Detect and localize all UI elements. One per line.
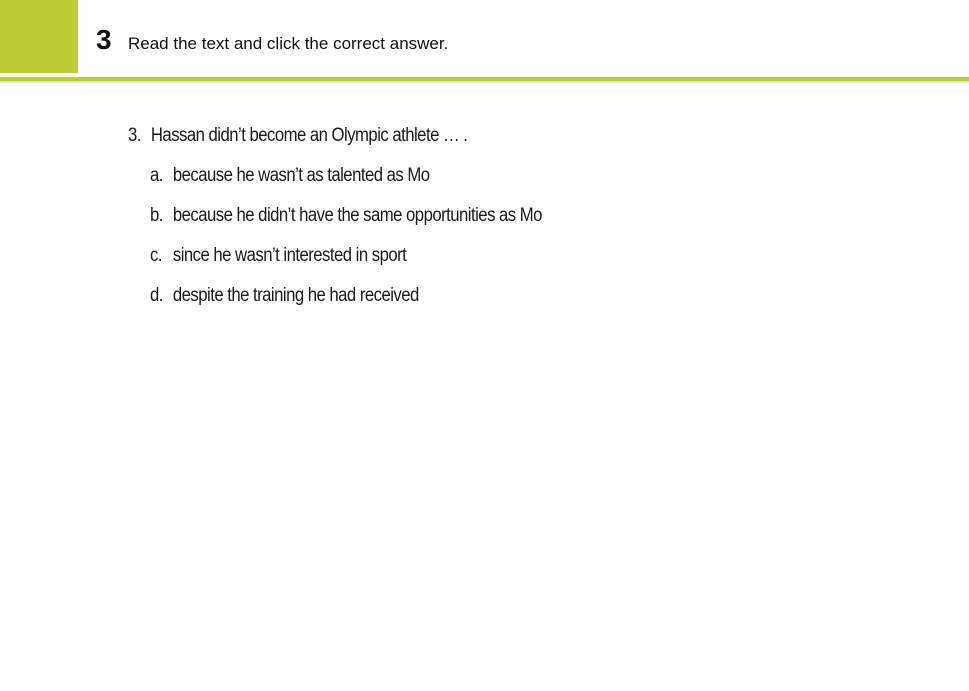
exercise-header: [0, 0, 969, 78]
option-text: because he didn’t have the same opportunities as Mo: [172, 205, 542, 226]
answer-options: [150, 164, 595, 324]
answer-option-c[interactable]: [150, 244, 542, 268]
answer-option-a[interactable]: [150, 164, 542, 188]
question-text: Hassan didn’t become an Olympic athlete … .: [150, 125, 468, 146]
exercise-instruction: Read the text and click the correct answer.: [128, 34, 449, 53]
option-text: since he wasn’t interested in sport: [172, 245, 407, 266]
option-text: because he wasn’t as talented as Mo: [172, 165, 430, 186]
exercise-number: 3: [96, 24, 112, 55]
header-shadow: [0, 81, 969, 84]
question: [128, 124, 467, 148]
option-text: despite the training he had received: [172, 285, 419, 306]
accent-block: [0, 0, 78, 73]
option-letter: c.: [150, 245, 162, 266]
option-letter: a.: [150, 165, 163, 186]
answer-option-b[interactable]: [150, 204, 542, 228]
option-letter: b.: [150, 205, 163, 226]
question-number: 3.: [128, 125, 141, 146]
option-letter: d.: [150, 285, 163, 306]
answer-option-d[interactable]: [150, 284, 542, 308]
